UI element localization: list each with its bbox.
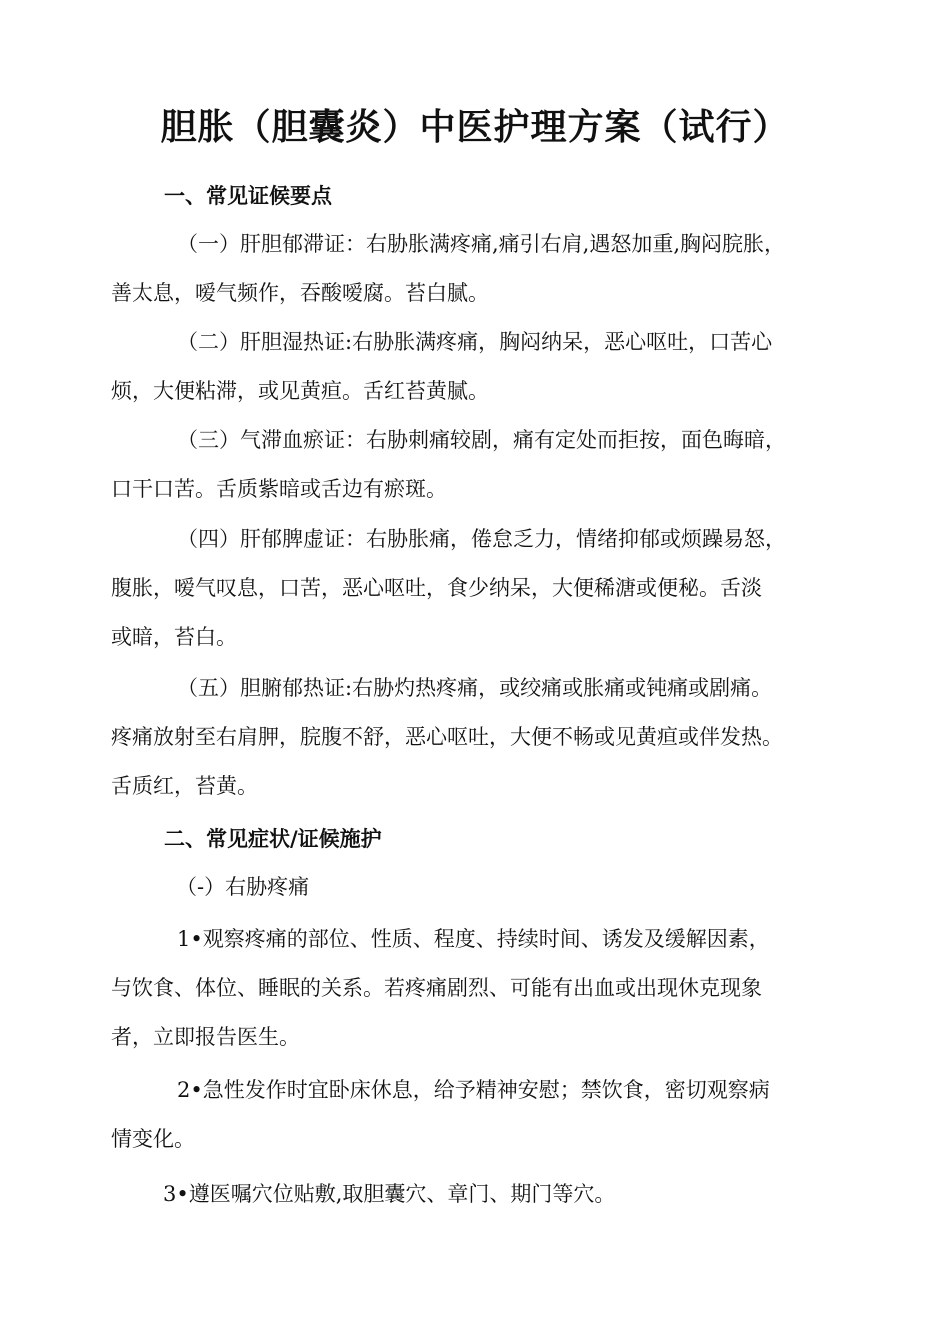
paragraph-line: 烦，大便粘滞，或见黄疸。舌红苔黄腻。: [111, 379, 489, 403]
section-heading-symptom-care: 二、常见症状/证候施护: [164, 827, 382, 851]
paragraph-line: （二）肝胆湿热证:右胁胀满疼痛，胸闷纳呆，恶心呕吐，口苦心: [177, 330, 773, 354]
syndrome-paragraph-3: [111, 416, 851, 514]
syndrome-paragraph-4: [111, 515, 851, 662]
paragraph-line: 口干口苦。舌质紫暗或舌边有瘀斑。: [111, 477, 447, 501]
paragraph-line: 3•遵医嘱穴位贴敷,取胆囊穴、章门、期门等穴。: [163, 1182, 616, 1206]
paragraph-line: 疼痛放射至右肩胛，脘腹不舒，恶心呕吐，大便不畅或见黄疸或伴发热。: [111, 725, 783, 749]
syndrome-paragraph-1: [111, 220, 851, 318]
paragraph-line: 舌质红，苔黄。: [111, 774, 258, 798]
paragraph-line: 或暗，苔白。: [111, 625, 237, 649]
paragraph-line: （三）气滞血瘀证：右胁刺痛较剧，痛有定处而拒按，面色晦暗，: [177, 428, 786, 452]
paragraph-line: 与饮食、体位、睡眠的关系。若疼痛剧烈、可能有出血或出现休克现象: [111, 976, 762, 1000]
page-title: 胆胀（胆囊炎）中医护理方案（试行）: [160, 107, 790, 148]
paragraph-line: （四）肝郁脾虚证：右胁胀痛，倦怠乏力，情绪抑郁或烦躁易怒，: [177, 527, 786, 551]
paragraph-line: （一）肝胆郁滞证：右胁胀满疼痛,痛引右肩,遇怒加重,胸闷脘胀，: [177, 232, 786, 256]
care-paragraph-2: [111, 1066, 851, 1164]
syndrome-paragraph-2: [111, 318, 851, 416]
paragraph-line: 者，立即报告医生。: [111, 1025, 300, 1049]
syndrome-paragraph-5: [111, 664, 851, 811]
paragraph-line: 2•急性发作时宜卧床休息，给予精神安慰；禁饮食，密切观察病: [177, 1078, 770, 1102]
paragraph-line: 情变化。: [111, 1127, 195, 1151]
subsection-heading-right-hypochondrium-pain: （-）右胁疼痛: [176, 875, 310, 899]
paragraph-line: 善太息，嗳气频作，吞酸嗳腐。苔白腻。: [111, 281, 489, 305]
paragraph-line: 1•观察疼痛的部位、性质、程度、持续时间、诱发及缓解因素，: [177, 927, 770, 951]
paragraph-line: （五）胆腑郁热证:右胁灼热疼痛，或绞痛或胀痛或钝痛或剧痛。: [177, 676, 773, 700]
section-heading-common-syndromes: 一、常见证候要点: [164, 184, 332, 208]
care-paragraph-1: [111, 915, 851, 1062]
care-paragraph-3: [111, 1170, 851, 1219]
paragraph-line: 腹胀，嗳气叹息，口苦，恶心呕吐，食少纳呆，大便稀溏或便秘。舌淡: [111, 576, 762, 600]
